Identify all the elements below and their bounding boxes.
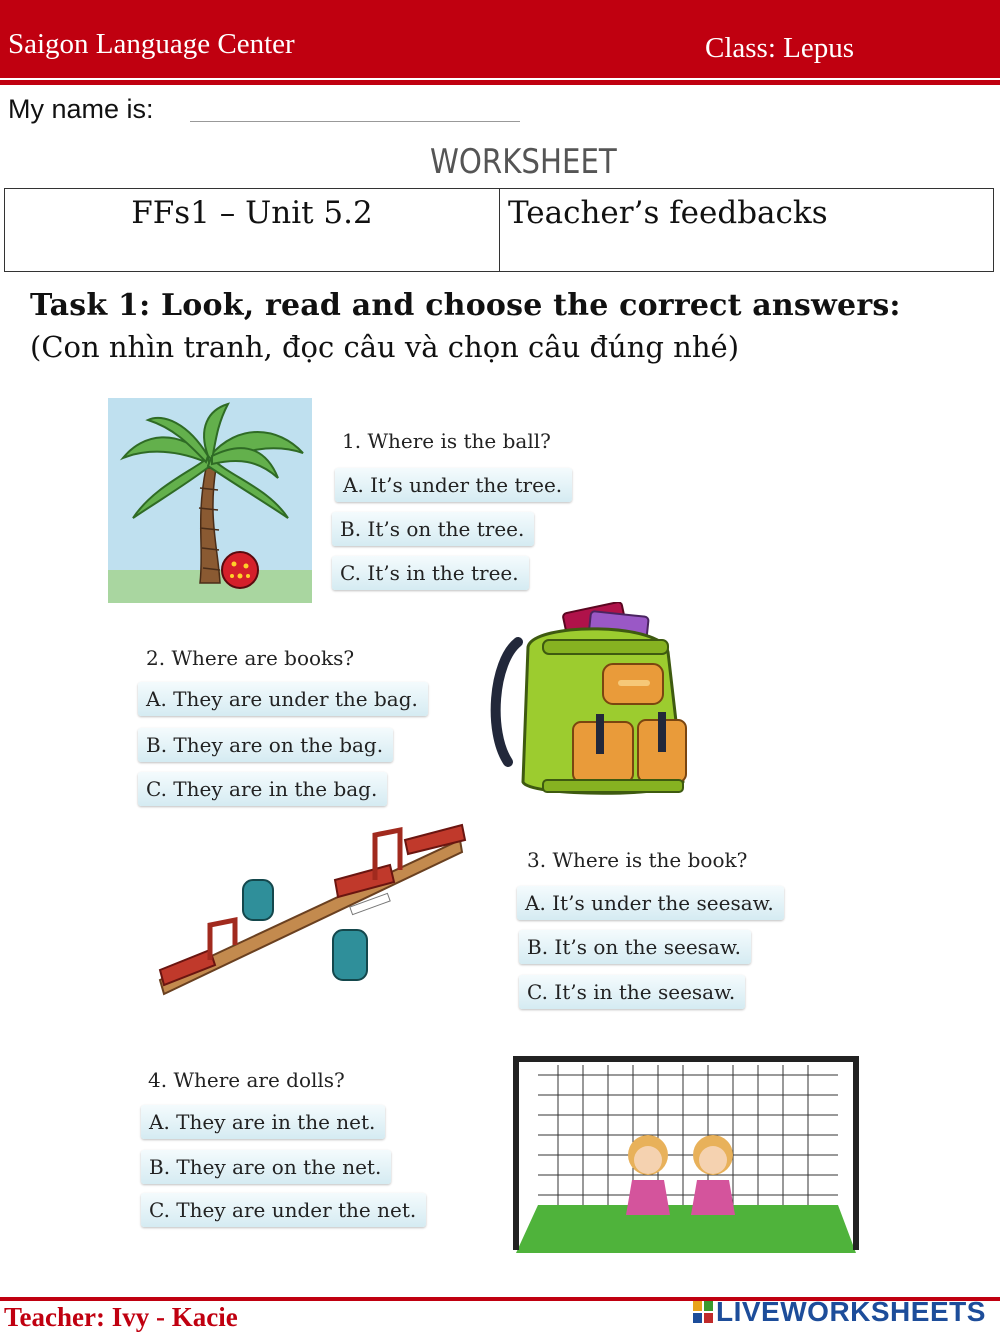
q3-option-b[interactable]: B. It’s on the seesaw. <box>519 930 751 964</box>
seesaw-image <box>150 820 470 1010</box>
unit-cell: FFs1 – Unit 5.2 <box>131 195 373 231</box>
question-2: 2. Where are books? <box>146 646 355 670</box>
feedback-cell: Teacher’s feedbacks <box>508 195 828 231</box>
backpack-books-image <box>488 602 728 802</box>
question-3: 3. Where is the book? <box>527 848 748 872</box>
question-4: 4. Where are dolls? <box>148 1068 345 1092</box>
header-divider <box>0 80 1000 85</box>
center-name: Saigon Language Center <box>8 28 295 60</box>
q2-option-a[interactable]: A. They are under the bag. <box>138 682 428 716</box>
q2-option-c[interactable]: C. They are in the bag. <box>138 772 387 806</box>
question-1: 1. Where is the ball? <box>342 429 551 453</box>
q4-option-a[interactable]: A. They are in the net. <box>141 1105 385 1139</box>
q3-option-a[interactable]: A. It’s under the seesaw. <box>517 886 784 920</box>
table-divider <box>499 189 500 271</box>
q3-option-c[interactable]: C. It’s in the seesaw. <box>519 975 745 1009</box>
liveworksheets-logo[interactable] <box>692 1296 986 1328</box>
task-title: Task 1: Look, read and choose the correct answers: <box>30 288 901 323</box>
liveworksheets-icon <box>692 1300 714 1324</box>
goal-net-dolls-image <box>508 1055 864 1253</box>
liveworksheets-text: LIVEWORKSHEETS <box>716 1296 986 1327</box>
palm-tree-ball-image <box>108 398 312 603</box>
name-input-line[interactable] <box>190 121 520 122</box>
q2-option-b[interactable]: B. They are on the bag. <box>138 728 393 762</box>
name-label: My name is: <box>8 94 154 124</box>
q1-option-a[interactable]: A. It’s under the tree. <box>335 468 572 502</box>
class-label: Class: Lepus <box>705 32 855 64</box>
q4-option-c[interactable]: C. They are under the net. <box>141 1193 426 1227</box>
q1-option-c[interactable]: C. It’s in the tree. <box>332 556 529 590</box>
task-subtitle: (Con nhìn tranh, đọc câu và chọn câu đúng nhé) <box>30 330 740 364</box>
worksheet-title: WORKSHEET <box>430 142 617 182</box>
q1-option-b[interactable]: B. It’s on the tree. <box>332 512 534 546</box>
q4-option-b[interactable]: B. They are on the net. <box>141 1150 391 1184</box>
info-table <box>4 188 994 272</box>
teacher-name: Teacher: Ivy - Kacie <box>4 1302 238 1332</box>
